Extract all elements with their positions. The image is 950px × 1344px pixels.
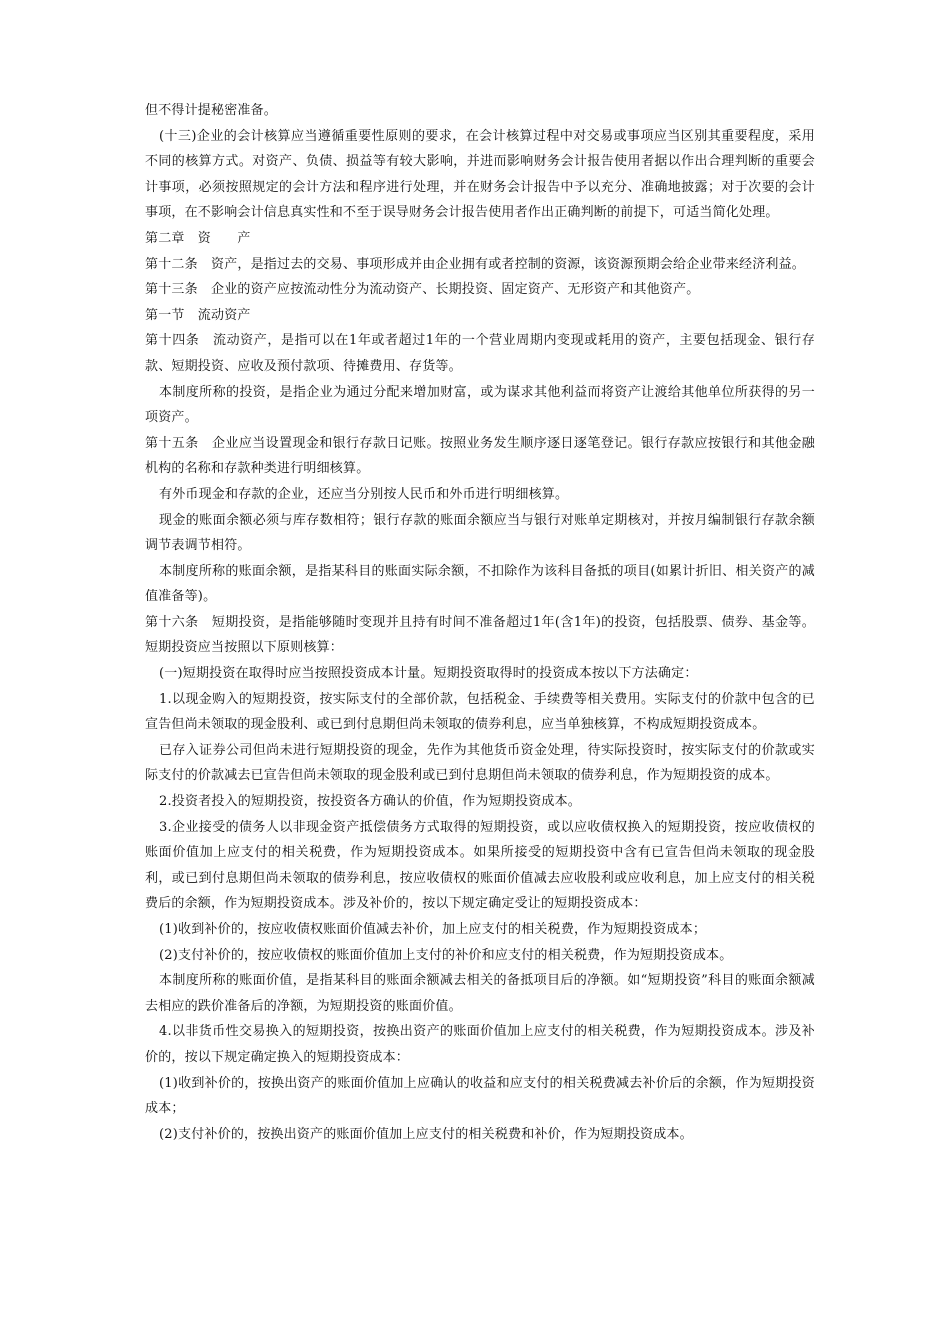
paragraph: 现金的账面余额必须与库存数相符；银行存款的账面余额应当与银行对账单定期核对，并按月编制银行存款余额调节表调节相符。 xyxy=(145,512,815,554)
paragraph: (2)支付补价的，按换出资产的账面价值加上应支付的相关税费和补价，作为短期投资成本。 xyxy=(159,1126,693,1142)
article-paragraph: 第十六条 短期投资，是指能够随时变现并且持有时间不准备超过1年(含1年)的投资，包括股票、债券、基金等。短期投资应当按照以下原则核算： xyxy=(145,614,815,656)
document-page xyxy=(145,98,815,1147)
paragraph: 4.以非货币性交易换入的短期投资，按换出资产的账面价值加上应支付的相关税费，作为短期投资成本。涉及补价的，按以下规定确定换入的短期投资成本： xyxy=(145,1024,815,1065)
paragraph: 有外币现金和存款的企业，还应当分别按人民币和外币进行明细核算。 xyxy=(159,486,569,502)
paragraph: 2.投资者投入的短期投资，按投资各方确认的价值，作为短期投资成本。 xyxy=(159,794,582,810)
paragraph: 本制度所称的账面余额，是指某科目的账面实际余额，不扣除作为该科目备抵的项目(如累计折旧、相关资产的减值准备等)。 xyxy=(145,563,815,605)
paragraph: 3.企业接受的债务人以非现金资产抵偿债务方式取得的短期投资，或以应收债权换入的短期投资，按应收债权的账面价值加上应支付的相关税费，作为短期投资成本。如果所接受的短期投资中含有已宣告但尚未领取的现金股利，或已到付息期但尚未领取的债券利息，按应收债权的账面价值减去应收股利或应收利息，加上应支付的相关税费后的余额，作为短期投资成本。涉及补价的，按以下规定确定受让的短期投资成本： xyxy=(145,819,815,912)
article-paragraph: 第十四条 流动资产，是指可以在1年或者超过1年的一个营业周期内变现或耗用的资产，主要包括现金、银行存款、短期投资、应收及预付款项、待摊费用、存货等。 xyxy=(145,333,815,374)
paragraph: 已存入证券公司但尚未进行短期投资的现金，先作为其他货币资金处理，待实际投资时，按实际支付的价款或实际支付的价款减去已宣告但尚未领取的现金股利或已到付息期但尚未领取的债券利息，作为短期投资的成本。 xyxy=(145,742,815,784)
paragraph: (1)收到补价的，按应收债权账面价值减去补价，加上应支付的相关税费，作为短期投资成本； xyxy=(159,922,707,937)
paragraph: 本制度所称的投资，是指企业为通过分配来增加财富，或为谋求其他利益而将资产让渡给其他单位所获得的另一项资产。 xyxy=(145,384,815,426)
article-paragraph: 第十二条 资产，是指过去的交易、事项形成并由企业拥有或者控制的资源，该资源预期会给企业带来经济利益。 xyxy=(145,256,806,272)
paragraph: (1)收到补价的，按换出资产的账面价值加上应确认的收益和应支付的相关税费减去补价后的余额，作为短期投资成本； xyxy=(145,1075,815,1117)
paragraph: 1.以现金购入的短期投资，按实际支付的全部价款，包括税金、手续费等相关费用。实际支付的价款中包含的已宣告但尚未领取的现金股利、或已到付息期但尚未领取的债券利息，应当单独核算，不构成短期投资成本。 xyxy=(145,691,815,733)
paragraph: 但不得计提秘密准备。 xyxy=(145,103,278,118)
paragraph: 本制度所称的账面价值，是指某科目的账面余额减去相关的备抵项目后的净额。如“短期投资”科目的账面余额减去相应的跌价准备后的净额，为短期投资的账面价值。 xyxy=(145,973,815,1014)
paragraph: (一)短期投资在取得时应当按照投资成本计量。短期投资取得时的投资成本按以下方法确定： xyxy=(159,666,698,682)
article-paragraph: 第十五条 企业应当设置现金和银行存款日记账。按照业务发生顺序逐日逐笔登记。银行存款应按银行和其他金融机构的名称和存款种类进行明细核算。 xyxy=(145,435,815,477)
paragraph: (十三)企业的会计核算应当遵循重要性原则的要求，在会计核算过程中对交易或事项应当区别其重要程度，采用不同的核算方式。对资产、负债、损益等有较大影响，并进而影响财务会计报告使用者据以作出合理判断的重要会计事项，必须按照规定的会计方法和程序进行处理，并在财务会计报告中予以充分、准确地披露；对于次要的会计事项，在不影响会计信息真实性和不至于误导财务会计报告使用者作出正确判断的前提下，可适当简化处理。 xyxy=(145,128,815,221)
section-heading: 第一节 流动资产 xyxy=(145,307,251,323)
article-paragraph: 第十三条 企业的资产应按流动性分为流动资产、长期投资、固定资产、无形资产和其他资产。 xyxy=(145,282,700,298)
paragraph: (2)支付补价的，按应收债权的账面价值加上支付的补价和应支付的相关税费，作为短期投资成本。 xyxy=(159,947,733,963)
chapter-heading: 第二章 资 产 xyxy=(145,230,251,246)
